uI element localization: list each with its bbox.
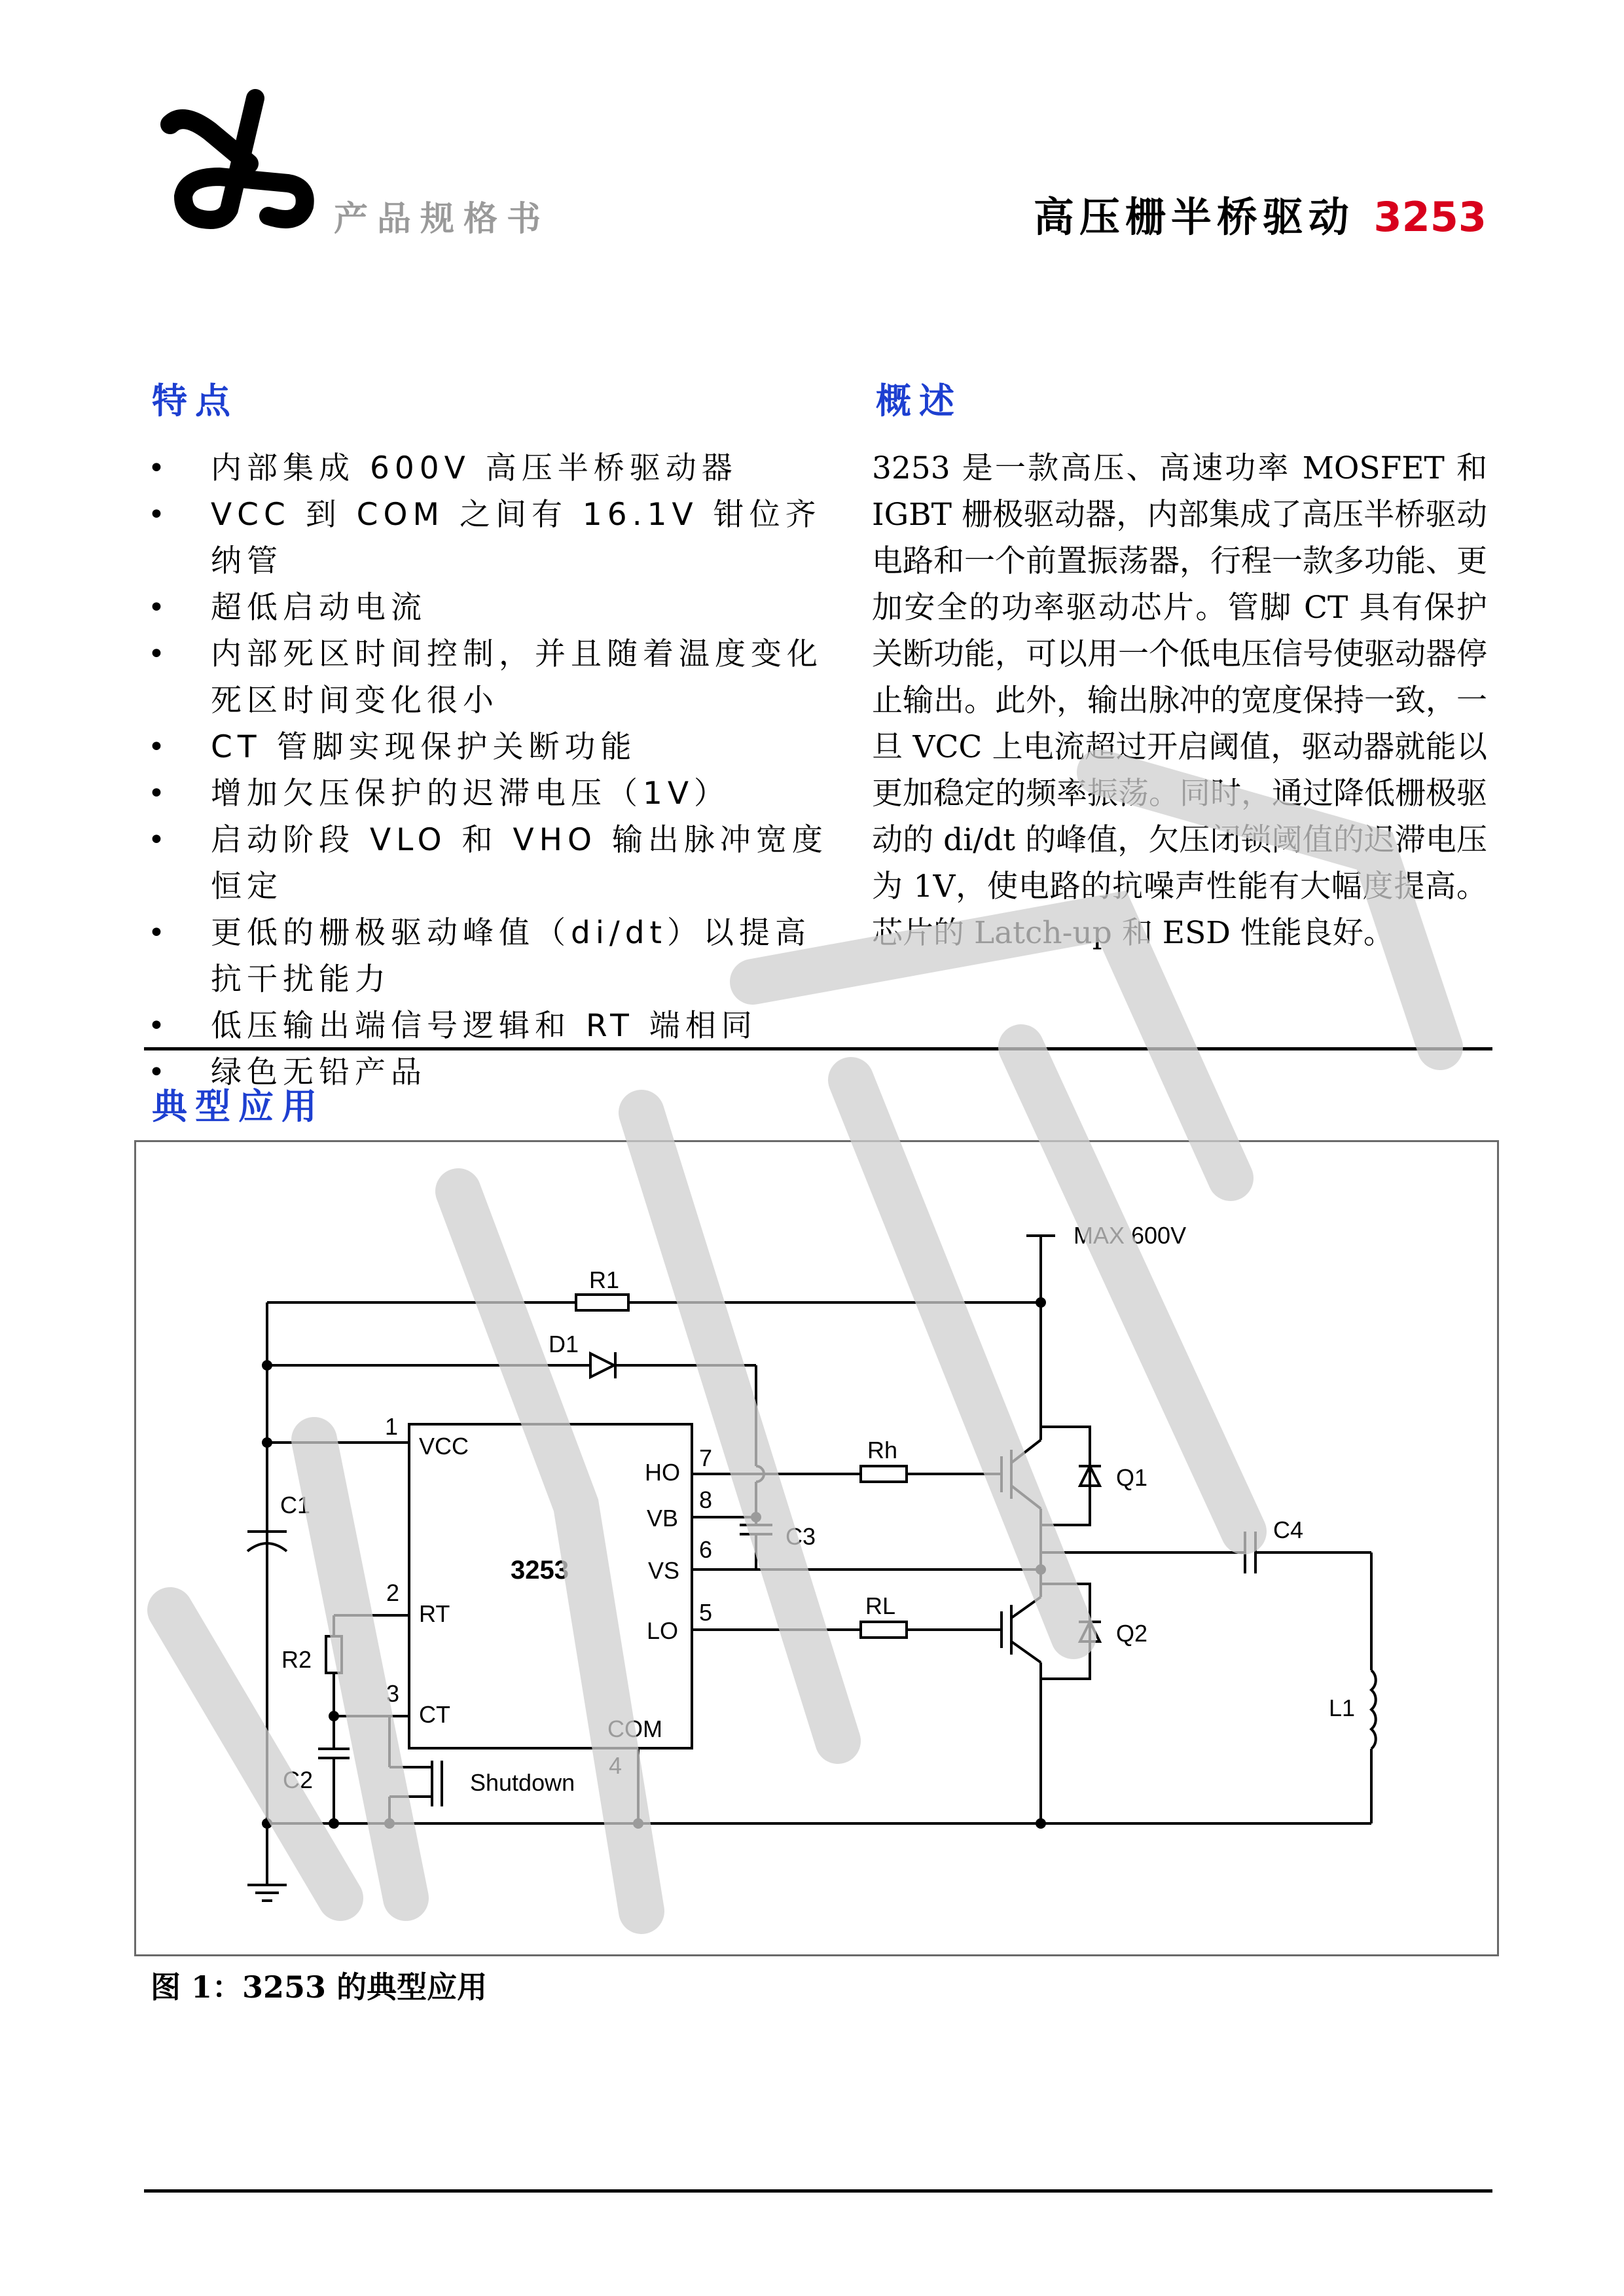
pin-5-number: 5 bbox=[699, 1599, 713, 1626]
rl-label: RL bbox=[865, 1592, 896, 1619]
feature-item: • 增加欠压保护的迟滞电压（1V） bbox=[148, 770, 842, 817]
c3-label: C3 bbox=[785, 1523, 816, 1550]
pin-vb: VB bbox=[647, 1505, 679, 1532]
feature-item: • 内部集成 600V 高压半桥驱动器 bbox=[148, 445, 842, 492]
l1-inductor bbox=[1371, 1670, 1376, 1749]
pin-2-number: 2 bbox=[386, 1579, 400, 1606]
junction-dot bbox=[330, 1820, 338, 1827]
title-text: 高压栅半桥驱动 bbox=[1033, 193, 1354, 241]
pin-rt: RT bbox=[419, 1600, 450, 1627]
r2-resistor bbox=[326, 1636, 342, 1673]
rh-resistor bbox=[861, 1466, 907, 1482]
features-list bbox=[148, 445, 842, 1096]
feature-item: • VCC 到 COM 之间有 16.1V 钳位齐纳管 bbox=[148, 492, 842, 584]
junction-dot bbox=[263, 1361, 271, 1369]
junction-dot bbox=[752, 1513, 760, 1521]
feature-item: • 启动阶段 VLO 和 VHO 输出脉冲宽度恒定 bbox=[148, 817, 842, 910]
pin-4-number: 4 bbox=[609, 1752, 623, 1779]
feature-item: • 绿色无铅产品 bbox=[148, 1049, 842, 1096]
feature-item: • 更低的栅极驱动峰值（di/dt）以提高抗干扰能力 bbox=[148, 910, 842, 1003]
q2-collector bbox=[1011, 1597, 1041, 1618]
section-divider bbox=[144, 1047, 1492, 1050]
part-number: 3253 bbox=[1373, 193, 1487, 241]
r1-resistor bbox=[576, 1295, 628, 1310]
d1-label: D1 bbox=[549, 1331, 579, 1357]
features-heading: 特点 bbox=[152, 380, 238, 422]
feature-item: • 低压输出端信号逻辑和 RT 端相同 bbox=[148, 1003, 842, 1049]
overview-heading: 概述 bbox=[876, 380, 962, 422]
c2-label: C2 bbox=[283, 1767, 314, 1793]
footer-divider bbox=[144, 2189, 1492, 2193]
supply-label: MAX 600V bbox=[1074, 1222, 1187, 1249]
pin-vs: VS bbox=[648, 1557, 680, 1584]
pin-7-number: 7 bbox=[699, 1444, 713, 1471]
pin-1-number: 1 bbox=[385, 1413, 399, 1440]
rh-label: Rh bbox=[867, 1437, 898, 1463]
pin-ho: HO bbox=[645, 1459, 680, 1486]
overview-text: 3253 是一款高压、高速功率 MOSFET 和 IGBT 栅极驱动器，内部集成了高压半桥驱动电路和一个前置振荡器，行程一款多功能、更加安全的功率驱动芯片。管脚 CT 具有保护关断功能，可以用一个低电压信号使驱动器停止输出。此外，输出脉冲的宽度保持一致，一旦 VCC 上电流超过开启阈值，驱动器就能以更加稳定的频率振荡。同时，通过降低栅极驱动的 di/dt 的峰值，欠压闭锁阈值的迟滞电压为 1V，使电路的抗噪声性能有大幅度提高。芯片的 Latch-up 和 ESD 性能良好。 bbox=[872, 450, 1487, 951]
l1-label: L1 bbox=[1329, 1695, 1356, 1721]
q1-diode-loop bbox=[1041, 1427, 1090, 1525]
junction-dot bbox=[634, 1820, 642, 1827]
feature-item: • 超低启动电流 bbox=[148, 584, 842, 631]
document-title bbox=[1034, 185, 1487, 243]
figure-caption: 图 1：3253 的典型应用 bbox=[151, 1969, 488, 2005]
company-logo bbox=[157, 85, 314, 229]
feature-item: • 内部死区时间控制，并且随着温度变化死区时间变化很小 bbox=[148, 631, 842, 724]
c1-label: C1 bbox=[280, 1492, 311, 1518]
pin-8-number: 8 bbox=[699, 1486, 713, 1513]
rl-resistor bbox=[861, 1622, 907, 1638]
junction-dot bbox=[263, 1820, 271, 1827]
pin-vcc: VCC bbox=[419, 1433, 469, 1460]
feature-item: • CT 管脚实现保护关断功能 bbox=[148, 724, 842, 770]
q1-collector bbox=[1011, 1440, 1041, 1463]
junction-dot bbox=[1037, 1820, 1045, 1827]
pin-3-number: 3 bbox=[386, 1680, 400, 1707]
d1-diode bbox=[590, 1354, 614, 1377]
pin-com: COM bbox=[607, 1715, 662, 1742]
q1-emitter bbox=[1011, 1486, 1041, 1509]
pin-lo: LO bbox=[647, 1617, 679, 1644]
pin-6-number: 6 bbox=[699, 1536, 713, 1563]
application-heading: 典型应用 bbox=[152, 1086, 325, 1127]
q2-emitter bbox=[1011, 1641, 1041, 1662]
q2-label: Q2 bbox=[1116, 1620, 1148, 1647]
q1-label: Q1 bbox=[1116, 1464, 1148, 1491]
junction-dot bbox=[386, 1820, 393, 1827]
r1-label: R1 bbox=[589, 1266, 620, 1293]
r2-label: R2 bbox=[281, 1646, 312, 1673]
q2-diode-loop bbox=[1041, 1584, 1090, 1679]
document-type: 产品规格书 bbox=[334, 200, 550, 239]
pin-ct: CT bbox=[419, 1701, 450, 1728]
ic-label: 3253 bbox=[511, 1556, 569, 1585]
shutdown-label: Shutdown bbox=[470, 1769, 575, 1796]
c4-label: C4 bbox=[1273, 1516, 1304, 1543]
typical-application-schematic bbox=[134, 1140, 1499, 1956]
junction-dot bbox=[330, 1712, 338, 1720]
